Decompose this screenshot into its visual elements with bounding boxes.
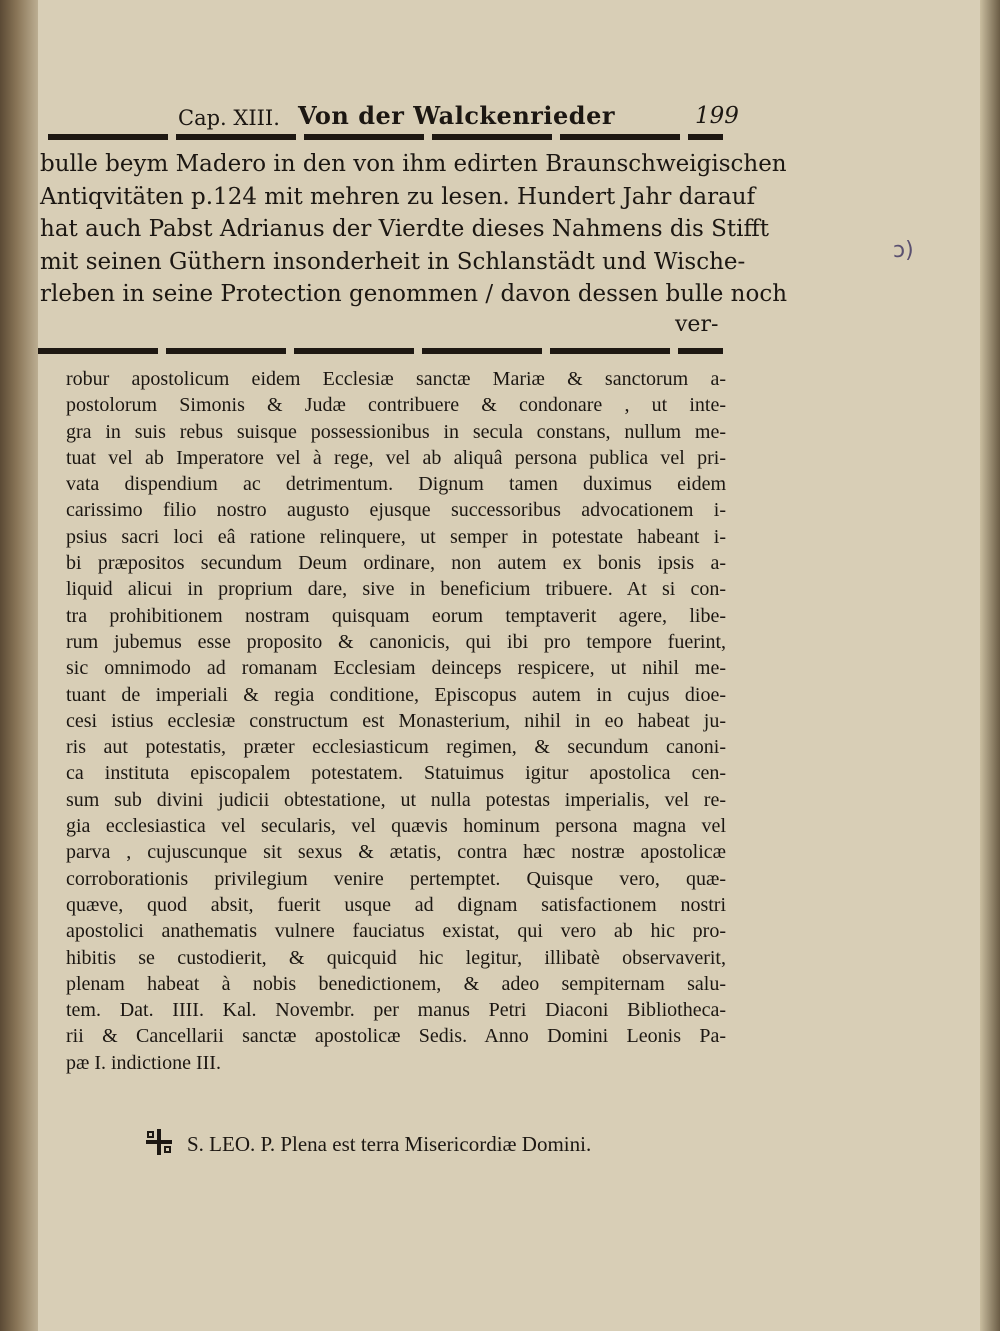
text-line: tra prohibitionem nostram quisquam eorum temptaverit agere, libe- [66, 604, 726, 627]
text-line: psius sacri loci eâ ratione relinquere, ut semper in potestate habeant i- [66, 525, 726, 548]
text-line: vata dispendium ac detrimentum. Dignum tamen duximus eidem [66, 473, 726, 496]
running-title: Von der Walckenrieder [298, 101, 616, 130]
text-line: pæ I. indictione III. [66, 1051, 221, 1074]
text-line: robur apostolicum eidem Ecclesiæ sanctæ Mariæ & sanctorum a- [66, 368, 726, 390]
text-line: liquid alicui in proprium dare, sive in beneficium tribuere. At si con- [66, 578, 726, 601]
catchword: ver- [675, 312, 719, 337]
text-line: ca instituta episcopalem potestatem. Statuimus igitur apostolica cen- [66, 762, 726, 785]
text-line: sum sub divini judicii obtestatione, ut nulla potestas imperialis, vel re- [66, 788, 726, 811]
text-line: rleben in seine Protection genommen / davon dessen bulle noch [40, 281, 788, 307]
text-line: parva , cujuscunque sit sexus & ætatis, contra hæc nostræ apostolicæ [66, 841, 726, 864]
text-line: mit seinen Güthern insonderheit in Schlanstädt und Wische- [40, 248, 746, 275]
text-line: hat auch Pabst Adrianus der Vierdte dieses Nahmens dis Stifft [40, 216, 770, 242]
text-line: tuant de imperiali & regia conditione, Episcopus autem in cujus dioe- [66, 683, 726, 706]
text-line: tem. Dat. IIII. Kal. Novembr. per manus Petri Diaconi Bibliotheca- [66, 999, 726, 1022]
text-line: sic omnimodo ad romanam Ecclesiam deinceps respicere, ut nihil me- [66, 657, 726, 680]
german-paragraph [40, 148, 788, 311]
text-line: carissimo filio nostro augusto ejusque successoribus advocationem i- [66, 499, 726, 522]
header-rule [48, 134, 723, 140]
text-line: bi præpositos secundum Deum ordinare, non autem ex bonis ipsis a- [66, 552, 726, 575]
signature-text: S. LEO. P. Plena est terra Misericordiæ Domini. [187, 1132, 592, 1156]
text-line: ris aut potestatis, præter ecclesiasticum regimen, & secundum canoni- [66, 736, 726, 759]
text-line: quæve, quod absit, fuerit usque ad dignam satisfactionem nostri [66, 893, 726, 916]
text-line: Antiqvitäten p.124 mit mehren zu lesen. Hundert Jahr darauf [40, 183, 756, 210]
text-line: rii & Cancellarii sanctæ apostolicæ Sedis. Anno Domini Leonis Pa- [66, 1025, 726, 1048]
margin-note: ɔ) [893, 238, 914, 263]
papal-signature [145, 1128, 591, 1159]
cross-monogram-icon [145, 1128, 173, 1156]
text-line: hibitis se custodierit, & quicquid hic legitur, illibatè observaverit, [66, 946, 726, 969]
running-header [178, 100, 738, 136]
text-line: bulle beym Madero in den von ihm edirten Braunschweigischen [40, 151, 787, 177]
text-line: gia ecclesiastica vel secularis, vel quævis hominum persona magna vel [66, 815, 726, 838]
text-line: cesi istius ecclesiæ constructum est Monasterium, nihil in eo habeat ju- [66, 709, 726, 732]
section-rule [38, 348, 723, 354]
page-edge [980, 0, 1000, 1331]
chapter-label: Cap. XIII. [178, 106, 280, 130]
text-line: tuat vel ab Imperatore vel à rege, vel ab aliquâ persona publica vel pri- [66, 446, 726, 469]
page-number: 199 [695, 103, 739, 129]
text-line: postolorum Simonis & Judæ contribuere & condonare , ut inte- [66, 394, 726, 417]
latin-charter-text [66, 366, 726, 1076]
text-line: apostolici anathematis vulnere fauciatus existat, qui vero ab hic pro- [66, 920, 726, 943]
page-binding-shadow [0, 0, 38, 1331]
text-line: plenam habeat à nobis benedictionem, & adeo sempiternam salu- [66, 972, 726, 995]
text-line: corroborationis privilegium venire pertemptet. Quisque vero, quæ- [66, 867, 726, 890]
text-line: gra in suis rebus suisque possessionibus in secula constans, nullum me- [66, 420, 726, 443]
text-line: rum jubemus esse proposito & canonicis, qui ibi pro tempore fuerint, [66, 630, 726, 653]
